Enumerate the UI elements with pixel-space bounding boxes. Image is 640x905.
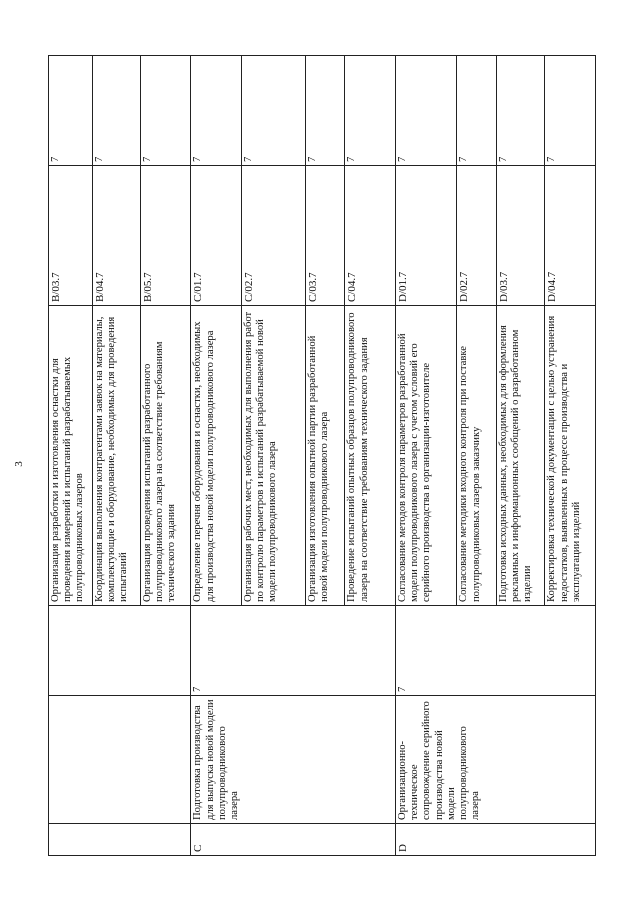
group-name-cell: Организационно-техническое сопровождение серийного производства новой модели полупроводникового лазера [395,696,595,824]
group-level-cell: 7 [395,606,595,696]
function-name-cell: Организация рабочих мест, необходимых для выполнения работ по контролю параметров и испытаний разрабатываемой новой модели полупроводникового лазера [242,306,306,606]
function-code-cell: D/01.7 [395,166,457,306]
function-code-cell: D/02.7 [457,166,497,306]
group-code-cell: C [191,824,395,856]
function-level-cell: 7 [345,56,396,166]
function-name-cell: Организация изготовления опытной партии разработанной новой модели полупроводникового лазера [305,306,345,606]
function-code-cell: B/03.7 [49,166,93,306]
group-code-cell [49,824,191,856]
group-level-cell [49,606,191,696]
function-level-cell: 7 [305,56,345,166]
function-code-cell: D/03.7 [497,166,545,306]
group-name-cell: Подготовка производства для выпуска новой модели полупроводникового лазера [191,696,395,824]
function-level-cell: 7 [457,56,497,166]
function-name-cell: Организация проведения испытаний разработанного полупроводникового лазера на соответствие требованиям технического задания [140,306,191,606]
function-code-cell: C/04.7 [345,166,396,306]
function-name-cell: Корректировка технической документации с целью устранения недостатков, выявленных в процессе производства и эксплуатации изделий [545,306,596,606]
function-level-cell: 7 [545,56,596,166]
table-row [191,56,242,856]
function-level-cell: 7 [497,56,545,166]
function-name-cell: Подготовка исходных данных, необходимых для оформления рекламных и информационных сообщений о разработанном изделии [497,306,545,606]
table-row [395,56,457,856]
rotated-table-container [48,56,596,856]
function-level-cell: 7 [92,56,140,166]
function-code-cell: C/02.7 [242,166,306,306]
function-level-cell: 7 [140,56,191,166]
function-name-cell: Согласование методики входного контроля при поставке полупроводниковых лазеров заказчику [457,306,497,606]
table-row [49,56,93,856]
function-code-cell: B/04.7 [92,166,140,306]
function-code-cell: D/04.7 [545,166,596,306]
function-level-cell: 7 [242,56,306,166]
function-name-cell: Согласование методов контроля параметров разработанной модели полупроводникового лазера с учетом условий его серийного производства в организации-изготовителе [395,306,457,606]
function-code-cell: C/03.7 [305,166,345,306]
labor-functions-table [48,55,596,856]
page-number: 3 [12,461,25,467]
function-name-cell: Определение перечня оборудования и оснастки, необходимых для производства новой модели полупроводникового лазера [191,306,242,606]
group-level-cell: 7 [191,606,395,696]
group-name-cell [49,696,191,824]
function-code-cell: C/01.7 [191,166,242,306]
function-name-cell: Координация выполнения контрагентами заявок на материалы, комплектующие и оборудование, необходимых для проведения испытаний [92,306,140,606]
function-level-cell: 7 [191,56,242,166]
function-name-cell: Проведение испытаний опытных образцов полупроводникового лазера на соответствие требованиям технического задания [345,306,396,606]
function-level-cell: 7 [49,56,93,166]
group-code-cell: D [395,824,595,856]
function-code-cell: B/05.7 [140,166,191,306]
function-level-cell: 7 [395,56,457,166]
function-name-cell: Организация разработки и изготовления оснастки для проведения измерений и испытаний разрабатываемых полупроводниковых лазеров [49,306,93,606]
